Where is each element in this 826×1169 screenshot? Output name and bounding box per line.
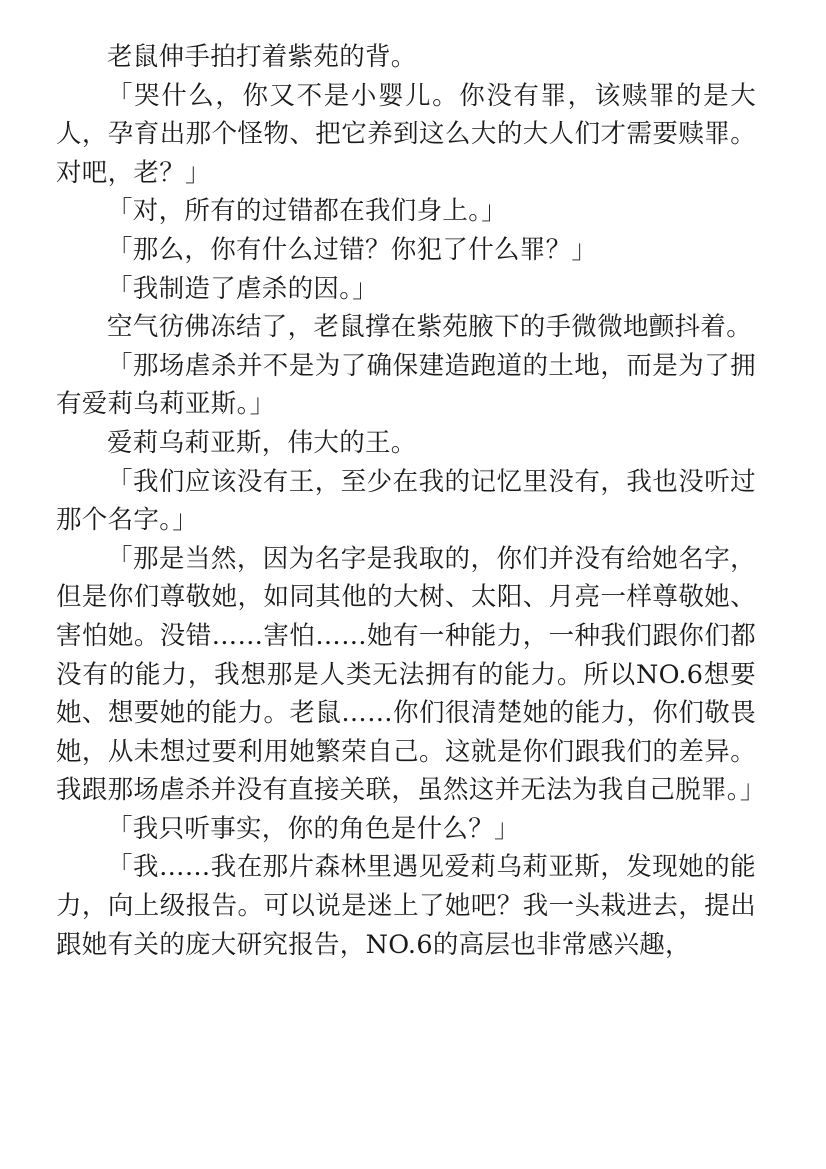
paragraph: 「我制造了虐杀的因。」 — [107, 273, 379, 304]
paragraph: 「我……我在那片森林里遇见爱莉乌莉亚斯，发现她的能力，向上级报告。可以说是迷上了她吧？我一头栽进去，提出跟她有关的庞大研究报告，NO.6的高层也非常感兴趣， — [56, 852, 756, 960]
paragraph: 「那么，你有什么过错？你犯了什么罪？」 — [107, 234, 598, 265]
document-page — [56, 38, 766, 964]
paragraph: 「哭什么，你又不是小婴儿。你没有罪，该赎罪的是大人，孕育出那个怪物、把它养到这么大的大人们才需要赎罪。对吧，老？」 — [56, 80, 756, 188]
paragraph: 「我只听事实，你的角色是什么？」 — [107, 813, 520, 844]
paragraph: 「那场虐杀并不是为了确保建造跑道的土地，而是为了拥有爱莉乌莉亚斯。」 — [56, 350, 756, 420]
paragraph: 老鼠伸手拍打着紫苑的背。 — [107, 42, 417, 72]
paragraph: 爱莉乌莉亚斯，伟大的王。 — [107, 427, 417, 458]
paragraph: 空气彷佛冻结了，老鼠撑在紫苑腋下的手微微地颤抖着。 — [107, 312, 753, 343]
paragraph: 「那是当然，因为名字是我取的，你们并没有给她名字，但是你们尊敬她，如同其他的大树、太阳、月亮一样尊敬她、害怕她。没错……害怕……她有一种能力，一种我们跟你们都没有的能力，我想那是人类无法拥有的能力。所以NO.6想要她、想要她的能力。老鼠……你们很清楚她的能力，你们敬畏她，从未想过要利用她繁荣自己。这就是你们跟我们的差异。我跟那场虐杀并没有直接关联，虽然这并无法为我自己脱罪。」 — [56, 543, 766, 806]
paragraph: 「我们应该没有王，至少在我的记忆里没有，我也没听过那个名字。」 — [56, 466, 756, 536]
paragraph: 「对，所有的过错都在我们身上。」 — [107, 196, 508, 227]
